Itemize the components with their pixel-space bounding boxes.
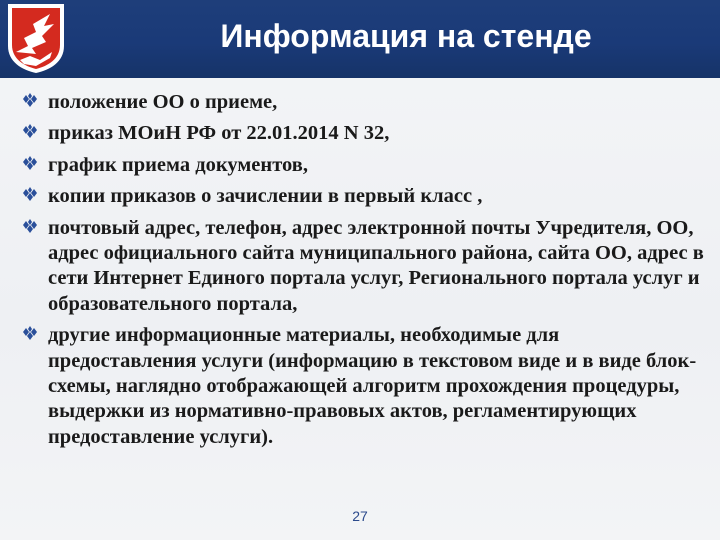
bullet-text: другие информационные материалы, необходимые для предоставления услуги (информацию в текстовом виде и в виде блок-схемы, наглядно отображающей алгоритм прохождения процедуры, выдержки из нормативно-правовых актов, регламентирующих предоставление услуги).	[48, 324, 697, 448]
diamond-bullet-icon	[22, 93, 38, 109]
bullet-text: почтовый адрес, телефон, адрес электронной почты Учредителя, ОО, адрес официального сайта муниципального района, сайта ОО, адрес в сети Интернет Единого портала услуг, Регионального портала услуг и образовательного портала,	[48, 216, 704, 315]
list-item	[20, 90, 710, 115]
bullet-list-region	[20, 90, 710, 456]
bullet-text: приказ МОиН РФ от 22.01.2014 N 32,	[48, 122, 390, 145]
bullet-text: копии приказов о зачислении в первый класс ,	[48, 185, 483, 208]
list-item	[20, 216, 710, 318]
list-item	[20, 184, 710, 209]
diamond-bullet-icon	[22, 187, 38, 203]
slide-title: Информация на стенде	[220, 18, 592, 54]
diamond-bullet-icon	[22, 326, 38, 342]
diamond-bullet-icon	[22, 124, 38, 140]
list-item	[20, 121, 710, 146]
bullet-list	[20, 90, 710, 450]
diamond-bullet-icon	[22, 219, 38, 235]
list-item	[20, 153, 710, 178]
list-item	[20, 323, 710, 450]
title-bar	[0, 0, 720, 78]
bullet-text: график приема документов,	[48, 153, 308, 176]
diamond-bullet-icon	[22, 156, 38, 172]
bullet-text: положение ОО о приеме,	[48, 91, 278, 113]
page-number: 27	[352, 508, 368, 524]
